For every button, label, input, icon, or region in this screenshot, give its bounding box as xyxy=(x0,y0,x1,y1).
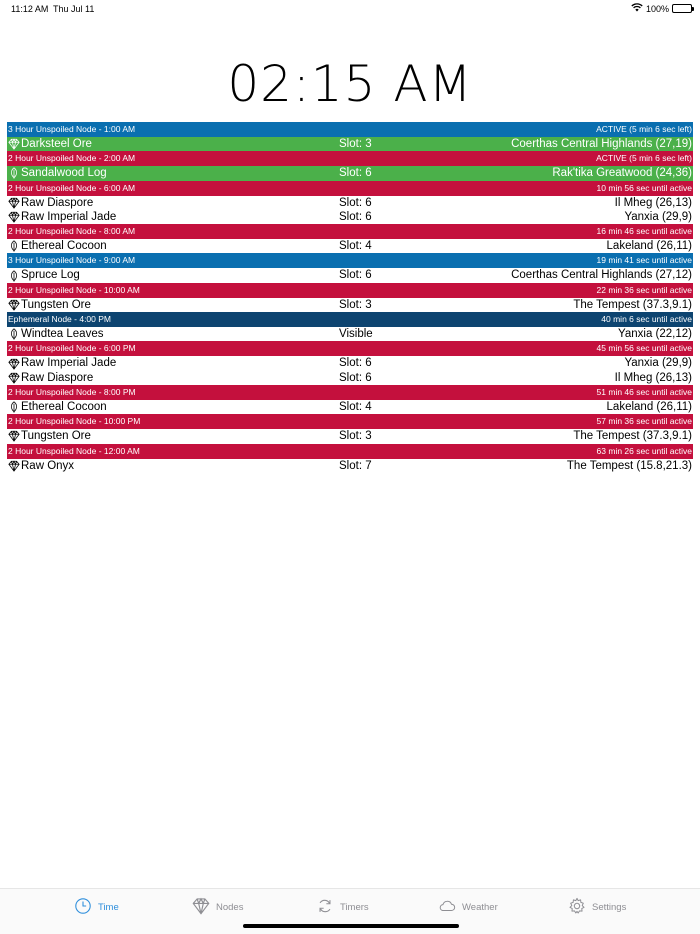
item-location: Lakeland (26,11) xyxy=(606,240,692,253)
node-item-row[interactable] xyxy=(7,327,693,341)
node-group-header xyxy=(7,122,693,137)
home-indicator xyxy=(243,924,459,928)
item-slot: Slot: 4 xyxy=(339,400,372,413)
node-item-row[interactable] xyxy=(7,166,693,180)
node-group-title: 2 Hour Unspoiled Node - 12:00 AM xyxy=(8,445,140,456)
item-slot: Slot: 6 xyxy=(339,371,372,384)
node-group-header xyxy=(7,312,693,327)
item-slot: Slot: 6 xyxy=(339,196,372,209)
node-group-status: 40 min 6 sec until active xyxy=(601,314,692,325)
item-slot: Slot: 6 xyxy=(339,357,372,370)
item-name: Ethereal Cocoon xyxy=(21,400,107,413)
item-slot: Slot: 6 xyxy=(339,210,372,223)
node-item-row[interactable] xyxy=(7,298,693,312)
node-item-row[interactable] xyxy=(7,371,693,385)
gem-icon xyxy=(7,371,20,384)
item-location: The Tempest (37.3,9.1) xyxy=(573,430,692,443)
tab-settings[interactable] xyxy=(568,897,626,918)
item-name: Windtea Leaves xyxy=(21,328,104,341)
tab-label: Time xyxy=(98,902,119,913)
node-group-title: 2 Hour Unspoiled Node - 8:00 PM xyxy=(8,386,136,397)
item-name: Raw Diaspore xyxy=(21,371,94,384)
item-location: Rak'tika Greatwood (24,36) xyxy=(552,167,692,180)
node-item-row[interactable] xyxy=(7,137,693,151)
tab-label: Weather xyxy=(462,902,498,913)
tab-label: Nodes xyxy=(216,902,244,913)
node-group-title: 2 Hour Unspoiled Node - 10:00 AM xyxy=(8,284,140,295)
item-location: Coerthas Central Highlands (27,19) xyxy=(511,138,692,150)
node-group-title: 2 Hour Unspoiled Node - 6:00 PM xyxy=(8,343,136,354)
node-group-title: 3 Hour Unspoiled Node - 9:00 AM xyxy=(8,255,136,266)
node-group-title: 2 Hour Unspoiled Node - 6:00 AM xyxy=(8,182,136,193)
item-location: Yanxia (29,9) xyxy=(624,357,692,370)
node-group-header xyxy=(7,414,693,429)
node-group-header xyxy=(7,385,693,400)
node-group-header xyxy=(7,444,693,459)
node-group-title: 2 Hour Unspoiled Node - 2:00 AM xyxy=(8,153,136,164)
item-slot: Slot: 7 xyxy=(339,459,372,472)
item-location: The Tempest (15.8,21.3) xyxy=(566,459,692,472)
node-group-header xyxy=(7,181,693,196)
item-name: Ethereal Cocoon xyxy=(21,240,107,253)
item-location: Lakeland (26,11) xyxy=(606,400,692,413)
refresh-icon xyxy=(316,897,334,918)
cloud-icon xyxy=(438,897,456,918)
node-group-status: ACTIVE (5 min 6 sec left) xyxy=(596,153,692,164)
node-item-row[interactable] xyxy=(7,210,693,224)
gem-icon xyxy=(7,357,20,370)
tab-time[interactable] xyxy=(74,897,119,918)
status-date: Thu Jul 11 xyxy=(53,4,95,14)
item-location: Yanxia (29,9) xyxy=(624,210,692,223)
gem-icon xyxy=(192,897,210,918)
item-name: Raw Diaspore xyxy=(21,196,94,209)
node-item-row[interactable] xyxy=(7,356,693,370)
item-slot: Slot: 6 xyxy=(339,167,372,180)
item-name: Raw Onyx xyxy=(21,459,75,472)
item-slot: Slot: 4 xyxy=(339,240,372,253)
leaf-icon xyxy=(7,328,20,341)
status-time: 11:12 AM xyxy=(11,4,49,14)
node-group-status: 45 min 56 sec until active xyxy=(596,343,692,354)
item-slot: Slot: 3 xyxy=(339,138,372,150)
tab-timers[interactable] xyxy=(316,897,369,918)
node-group-title: 2 Hour Unspoiled Node - 8:00 AM xyxy=(8,226,136,237)
item-name: Raw Imperial Jade xyxy=(21,210,117,223)
current-time-clock: 02:15 AM xyxy=(227,55,473,113)
item-name: Tungsten Ore xyxy=(21,430,91,443)
gem-icon xyxy=(7,459,20,472)
leaf-icon xyxy=(7,401,20,414)
gem-icon xyxy=(7,430,20,443)
node-item-row[interactable] xyxy=(7,429,693,443)
node-group-title: Ephemeral Node - 4:00 PM xyxy=(8,314,111,325)
item-location: Yanxia (22,12) xyxy=(618,328,692,341)
leaf-icon xyxy=(7,167,20,180)
item-slot: Slot: 3 xyxy=(339,298,372,311)
node-group-status: 16 min 46 sec until active xyxy=(596,226,692,237)
node-list xyxy=(7,122,693,473)
gem-icon xyxy=(7,196,20,209)
node-group-status: 51 min 46 sec until active xyxy=(596,386,692,397)
item-location: The Tempest (37.3,9.1) xyxy=(573,298,692,311)
node-group-status: ACTIVE (5 min 6 sec left) xyxy=(596,124,692,134)
node-group-header xyxy=(7,341,693,356)
tab-weather[interactable] xyxy=(438,897,498,918)
item-slot: Slot: 6 xyxy=(339,269,372,282)
tab-label: Settings xyxy=(592,902,627,913)
node-group-title: 3 Hour Unspoiled Node - 1:00 AM xyxy=(8,124,136,134)
item-slot: Visible xyxy=(339,328,373,341)
status-bar xyxy=(0,0,700,18)
node-group-header xyxy=(7,283,693,298)
item-name: Darksteel Ore xyxy=(21,138,92,150)
node-item-row[interactable] xyxy=(7,268,693,282)
battery-percent: 100% xyxy=(645,3,669,14)
node-group-status: 63 min 26 sec until active xyxy=(596,445,692,456)
node-group-status: 22 min 36 sec until active xyxy=(596,284,692,295)
tab-label: Timers xyxy=(340,902,369,913)
node-item-row[interactable] xyxy=(7,400,693,414)
node-group-header xyxy=(7,224,693,239)
item-name: Sandalwood Log xyxy=(21,167,107,180)
node-group-header xyxy=(7,151,693,166)
item-location: Il Mheg (26,13) xyxy=(614,371,692,384)
node-group-header xyxy=(7,253,693,268)
status-right xyxy=(631,3,692,14)
item-location: Il Mheg (26,13) xyxy=(614,196,692,209)
battery-icon xyxy=(672,4,692,13)
gem-icon xyxy=(7,138,20,151)
item-location: Coerthas Central Highlands (27,12) xyxy=(511,269,692,282)
tab-nodes[interactable] xyxy=(192,897,243,918)
node-item-row[interactable] xyxy=(7,239,693,253)
node-group-status: 57 min 36 sec until active xyxy=(596,416,692,427)
item-name: Raw Imperial Jade xyxy=(21,357,117,370)
node-group-status: 19 min 41 sec until active xyxy=(596,255,692,266)
node-group-status: 10 min 56 sec until active xyxy=(596,182,692,193)
leaf-icon xyxy=(7,269,20,282)
gear-icon xyxy=(568,897,586,918)
node-item-row[interactable] xyxy=(7,459,693,473)
item-name: Tungsten Ore xyxy=(21,298,91,311)
gem-icon xyxy=(7,211,20,224)
leaf-icon xyxy=(7,240,20,253)
node-item-row[interactable] xyxy=(7,196,693,210)
gem-icon xyxy=(7,298,20,311)
wifi-icon xyxy=(631,3,643,14)
node-group-title: 2 Hour Unspoiled Node - 10:00 PM xyxy=(8,416,141,427)
item-slot: Slot: 3 xyxy=(339,430,372,443)
clock-icon xyxy=(74,897,92,918)
item-name: Spruce Log xyxy=(21,269,80,282)
